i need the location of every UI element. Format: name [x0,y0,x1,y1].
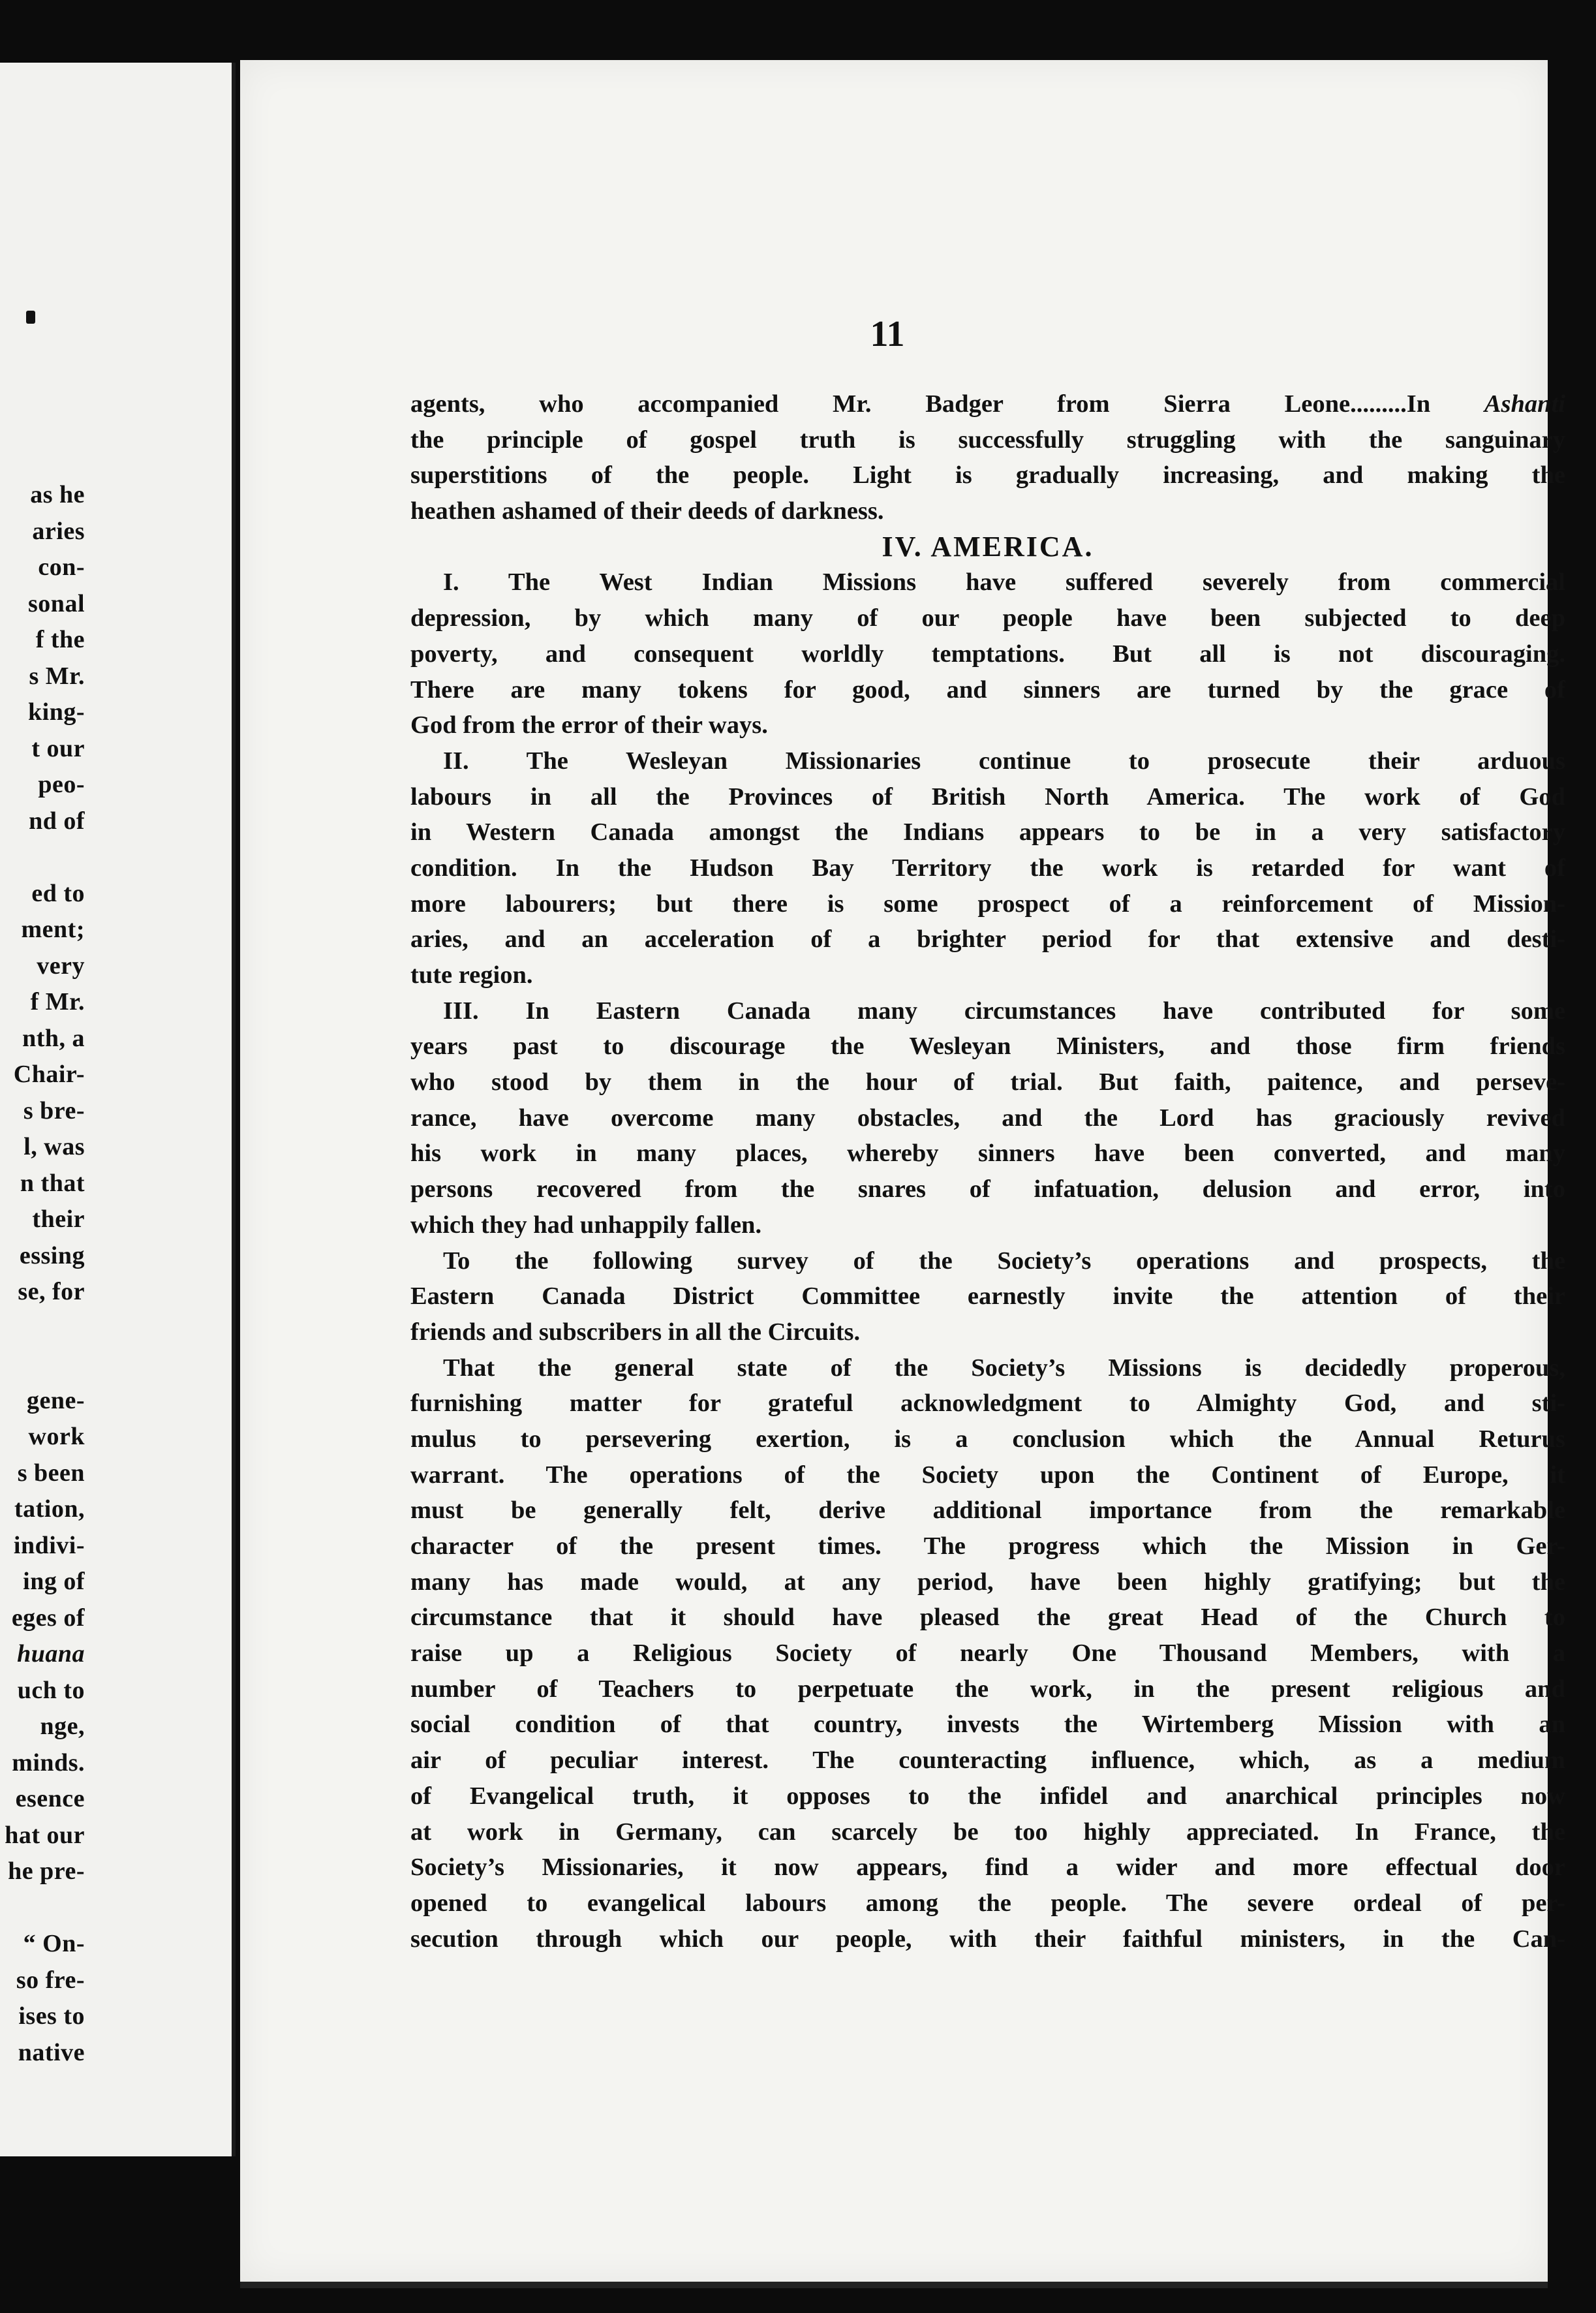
text-line [410,458,1565,493]
left-fragment-line: hat our [5,1821,85,1849]
text-line-content: There are many tokens for good, and sinners are turned by the grace of [410,675,1565,704]
text-line [410,1064,1565,1100]
text-line [410,993,1565,1029]
left-fragment-line: very [37,952,85,980]
ink-spot [26,311,35,324]
left-fragment-line: he pre- [8,1857,85,1885]
text-line [410,565,1565,600]
text-line-content: which they had unhappily fallen. [410,1211,762,1239]
body-text [410,386,1565,1957]
left-fragment-line: “ On- [23,1930,85,1957]
text-line-content: furnishing matter for grateful acknowledgment to Almighty God, and sti- [410,1389,1565,1418]
left-fragment-line: s Mr. [29,662,85,690]
text-line-content: in Western Canada amongst the Indians appears to be in a very satisfactory [410,818,1565,846]
text-line [410,636,1565,672]
left-fragment-line: n that [20,1169,85,1197]
text-line [410,1100,1565,1136]
left-fragment-line [0,1311,85,1347]
text-line [410,1029,1565,1064]
text-line [410,1921,1565,1957]
text-line-content: must be generally felt, derive additional importance from the remarkable [410,1497,1565,1525]
text-line-content: persons recovered from the snares of infatuation, delusion and error, into [410,1175,1565,1203]
text-line [410,1886,1565,1921]
left-fragment-line: ing of [23,1568,85,1595]
left-fragment-line: minds. [12,1748,85,1777]
text-line-content: many has made would, at any period, have been highly gratifying; but the [410,1568,1565,1596]
text-line [410,1707,1565,1743]
text-line [410,1600,1565,1636]
left-fragment-line: s been [17,1459,85,1487]
left-fragment-line: aries [32,517,85,545]
left-fragment-line: ment; [21,916,85,943]
left-fragment-line: nd of [29,807,85,835]
text-line [410,1778,1565,1814]
text-line-content: air of peculiar interest. The counteracting influence, which, as a medium [410,1746,1565,1775]
section-heading [410,529,1565,565]
text-line-content: number of Teachers to perpetuate the work, in the present religious and [410,1675,1565,1703]
left-fragment-line: esence [15,1785,85,1812]
left-fragment-line: tation, [14,1495,85,1523]
text-line-content: superstitions of the people. Light is gradually increasing, and making the [410,461,1565,489]
text-line-content: social condition of that country, invests the Wirtemberg Mission with an [410,1711,1565,1739]
left-fragment-line: t our [31,734,85,762]
left-fragment-line: eges of [11,1604,85,1632]
text-line-content: III. In Eastern Canada many circumstances have contributed for some [443,997,1565,1025]
text-line [410,386,1565,422]
text-line-content: agents, who accompanied Mr. Badger from Sierra Leone.........In [410,390,1484,418]
text-line [410,1850,1565,1886]
left-fragment-line [0,839,85,876]
text-line [410,1207,1565,1243]
left-fragment-line: nth, a [22,1024,85,1052]
text-line-content: character of the present times. The progress which the Mission in Ger- [410,1532,1565,1560]
left-fragment-line [0,1346,85,1383]
left-fragment-line: gene- [26,1386,85,1414]
left-fragment-line: uch to [17,1676,85,1704]
text-line [410,1314,1565,1350]
text-line-content: depression, by which many of our people have been subjected to deep [410,604,1565,632]
left-fragment-line: so fre- [16,1966,85,1994]
text-line [410,422,1565,458]
text-line [410,1421,1565,1457]
text-line-content: To the following survey of the Society’s operations and prospects, the [443,1247,1565,1275]
right-page [240,60,1565,2282]
text-line [410,1243,1565,1279]
left-fragment-line: their [32,1205,85,1233]
text-line [410,1529,1565,1564]
text-line [410,1350,1565,1386]
left-fragment-line: indivi- [13,1531,85,1559]
text-line [410,1814,1565,1850]
text-line-content: II. The Wesleyan Missionaries continue to prosecute their arduous [443,747,1565,775]
left-page-text-fragments [0,477,85,2071]
text-line-content: more labourers; but there is some prospect of a reinforcement of Mission- [410,890,1565,918]
text-line-content: Eastern Canada District Committee earnestly invite the attention of their [410,1282,1565,1311]
left-fragment-line: ed to [31,879,85,907]
text-line [410,1493,1565,1529]
text-line-content: labours in all the Provinces of British North America. The work of God [410,783,1565,811]
text-line [410,922,1565,957]
text-line [410,743,1565,779]
left-fragment-line: native [18,2038,85,2066]
text-line-content: circumstance that it should have pleased the great Head of the Church to [410,1604,1565,1632]
text-line-content: who stood by them in the hour of trial. But faith, paitence, and perseve- [410,1068,1565,1096]
page-number: 11 [870,314,905,354]
left-fragment-line: peo- [38,771,85,798]
text-line-content: Society’s Missionaries, it now appears, find a wider and more effectual door [410,1854,1565,1882]
text-line [410,1636,1565,1671]
left-fragment-line: king- [28,698,85,726]
text-line-content: poverty, and consequent worldly temptations. But all is not discouraging. [410,640,1565,668]
text-line [410,672,1565,708]
text-line [410,815,1565,850]
text-line-content: That the general state of the Society’s Missions is decidedly properous, [443,1354,1565,1382]
left-fragment-line: l, was [23,1133,85,1160]
left-fragment-line: con- [38,553,85,581]
italic-place-name: Ashanti [1484,390,1565,418]
text-line [410,886,1565,922]
text-line-content: the principle of gospel truth is successfully struggling with the sanguinary [410,426,1565,454]
left-fragment-line: huana [17,1640,85,1668]
text-line [410,1172,1565,1207]
text-line-content: friends and subscribers in all the Circuits. [410,1318,861,1346]
text-line-content: condition. In the Hudson Bay Territory the work is retarded for want of [410,854,1565,882]
text-line-content: warrant. The operations of the Society upon the Continent of Europe, it [410,1461,1565,1489]
text-line-content: at work in Germany, can scarcely be too highly appreciated. In France, the [410,1818,1565,1846]
text-line [410,1564,1565,1600]
text-line [410,1671,1565,1707]
left-fragment-line [0,1890,85,1927]
text-line-content: secution through which our people, with their faithful ministers, in the Can- [410,1925,1565,1953]
page-bottom-edge [240,2282,1548,2288]
text-line-content: his work in many places, whereby sinners have been converted, and many [410,1140,1565,1168]
left-fragment-line: sonal [28,589,85,617]
left-fragment-line: work [28,1423,85,1450]
left-fragment-line: Chair- [13,1061,85,1088]
text-line-content: of Evangelical truth, it opposes to the infidel and anarchical principles now [410,1782,1565,1810]
left-fragment-line: ises to [18,2002,85,2030]
text-line-content: opened to evangelical labours among the people. The severe ordeal of per- [410,1889,1565,1917]
text-line [410,1743,1565,1778]
text-line-content: aries, and an acceleration of a brighter period for that extensive and desti- [410,925,1565,954]
text-line [410,1279,1565,1314]
left-fragment-line: nge, [40,1713,85,1740]
text-line-content: heathen ashamed of their deeds of darkness. [410,497,884,525]
text-line-content: years past to discourage the Wesleyan Ministers, and those firm friends [410,1032,1565,1061]
text-line-content: I. The West Indian Missions have suffered severely from commercial [443,568,1565,597]
text-line [410,600,1565,636]
text-line [410,1386,1565,1421]
text-line [410,850,1565,886]
left-fragment-line: se, for [18,1278,85,1305]
text-line-content: IV. AMERICA. [882,530,1094,563]
left-fragment-line: f Mr. [30,988,85,1016]
text-line-content: raise up a Religious Society of nearly One Thousand Members, with a [410,1639,1565,1668]
text-line [410,707,1565,743]
left-fragment-line: essing [19,1241,85,1269]
left-fragment-line: as he [30,481,85,508]
text-line-content: mulus to persevering exertion, is a conclusion which the Annual Returus [410,1425,1565,1453]
text-line-content: tute region. [410,961,533,989]
text-line [410,1136,1565,1172]
text-line [410,493,1565,529]
left-fragment-line: f the [35,626,85,653]
text-line-content: God from the error of their ways. [410,711,768,739]
left-fragment-line: s bre- [23,1096,85,1125]
text-line [410,957,1565,993]
text-line [410,779,1565,815]
text-line-content: rance, have overcome many obstacles, and the Lord has graciously revived [410,1104,1565,1132]
text-line [410,1457,1565,1493]
left-page-fragment [0,63,236,2156]
